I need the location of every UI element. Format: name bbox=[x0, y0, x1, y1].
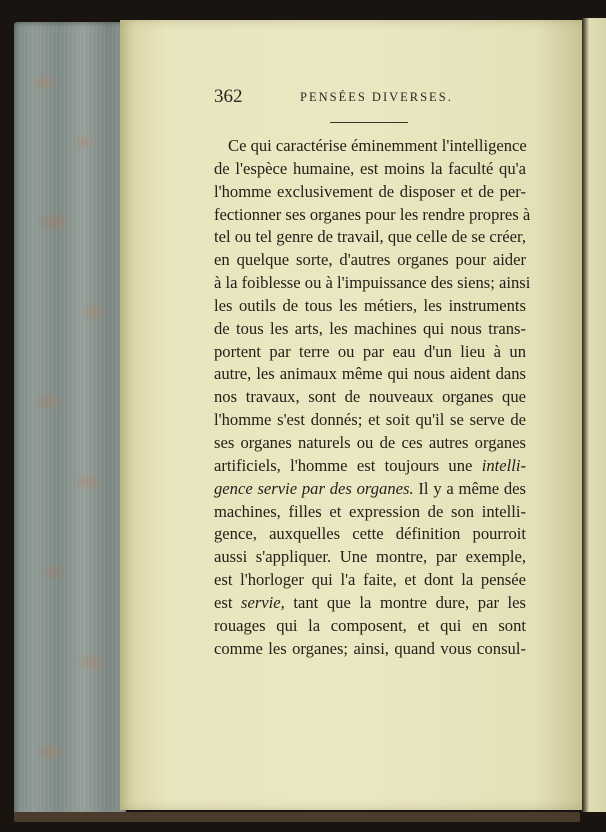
text-line: est l'horloger qui l'a faite, et dont la pensée bbox=[214, 570, 526, 590]
text-line: est servie, tant que la montre dure, par les bbox=[214, 592, 526, 612]
text-line: nos travaux, sont de nouveaux organes que bbox=[214, 387, 526, 407]
text-line: gence servie par des organes. Il y a même des bbox=[214, 478, 526, 498]
text-line: gence, auxquelles cette définition pourroit bbox=[214, 524, 526, 544]
facing-page-edge bbox=[582, 18, 606, 812]
text-line: l'homme s'est donnés; et soit qu'il se serve de bbox=[214, 410, 526, 430]
text-line: de tous les arts, les machines qui nous trans- bbox=[214, 318, 526, 338]
text-line: tel ou tel genre de travail, que celle de se créer, bbox=[214, 227, 526, 247]
page-header bbox=[214, 86, 514, 108]
book-bottom-edge bbox=[14, 812, 580, 822]
text-line: l'homme exclusivement de disposer et de per- bbox=[214, 181, 526, 201]
text-line: en quelque sorte, d'autres organes pour aider bbox=[214, 250, 526, 270]
text-line: de l'espèce humaine, est moins la faculté qu'a bbox=[214, 158, 526, 178]
page-number: 362 bbox=[214, 86, 243, 107]
text-line: autre, les animaux même qui nous aident dans bbox=[214, 364, 526, 384]
text-line: rouages qui la composent, et qui en sont bbox=[214, 615, 526, 635]
text-line: aussi s'appliquer. Une montre, par exemple, bbox=[214, 547, 526, 567]
header-rule bbox=[330, 122, 408, 123]
text-line: artificiels, l'homme est toujours une intelli- bbox=[214, 455, 526, 475]
page-edges bbox=[20, 26, 122, 814]
text-line: machines, filles et expression de son intelli- bbox=[214, 501, 526, 521]
text-line: fectionner ses organes pour les rendre propres à bbox=[214, 204, 531, 224]
running-head: PENSÉES DIVERSES. bbox=[300, 90, 453, 104]
text-line: portent par terre ou par eau d'un lieu à un bbox=[214, 341, 526, 361]
text-line: ses organes naturels ou de ces autres organes bbox=[214, 432, 526, 452]
body-text bbox=[214, 135, 531, 660]
text-line: comme les organes; ainsi, quand vous consul- bbox=[214, 638, 526, 658]
text-line: les outils de tous les métiers, les instruments bbox=[214, 295, 526, 315]
text-line: à la foiblesse ou à l'impuissance des siens; ainsi bbox=[214, 273, 531, 293]
text-line: Ce qui caractérise éminemment l'intelligence bbox=[228, 136, 527, 155]
